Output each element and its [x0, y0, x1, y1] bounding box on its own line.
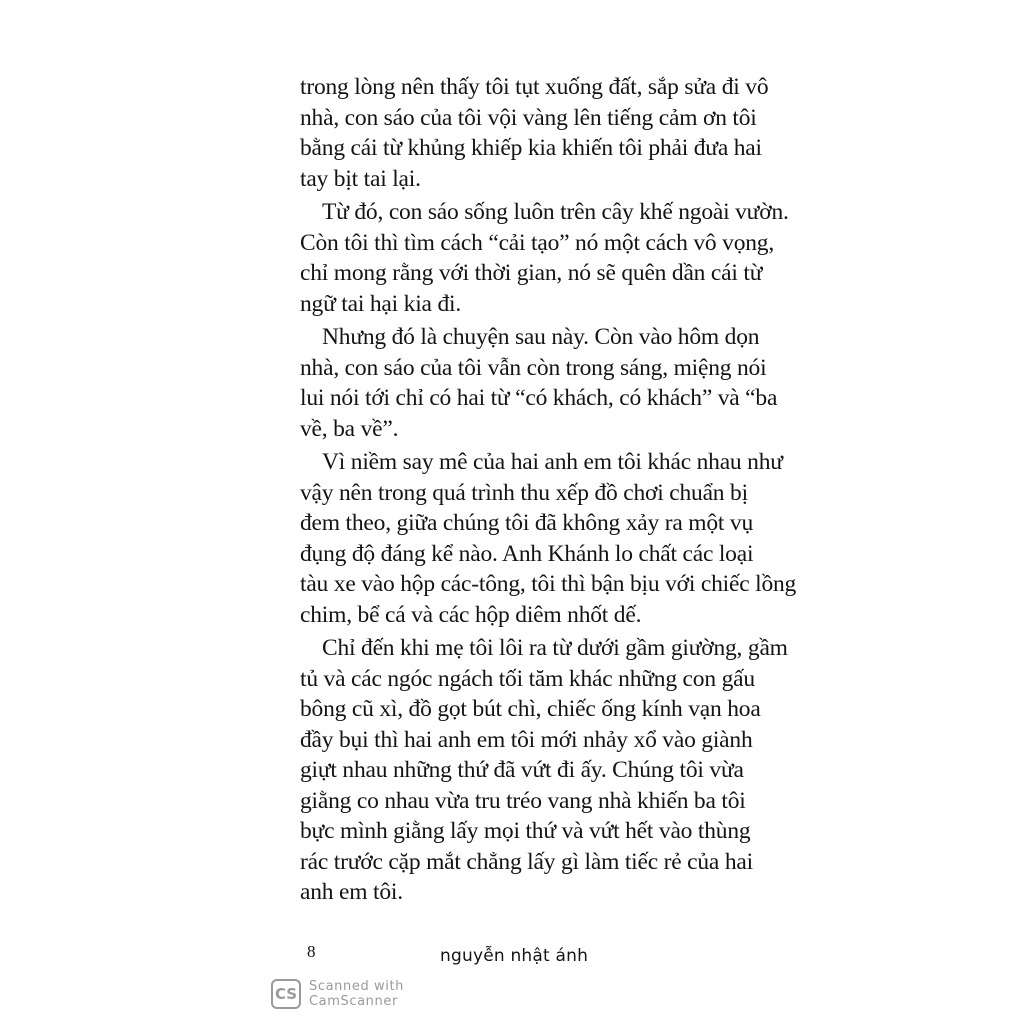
author-name: nguyễn nhật ánh — [440, 946, 589, 966]
text-line: giựt nhau những thứ đã vứt đi ấy. Chúng tôi vừa — [300, 757, 744, 783]
text-line: Chỉ đến khi mẹ tôi lôi ra từ dưới gầm giường, gầm — [322, 635, 788, 661]
watermark-line-1: Scanned with — [309, 979, 405, 994]
text-line: Còn tôi thì tìm cách “cải tạo” nó một cách vô vọng, — [300, 229, 775, 256]
text-line: tàu xe vào hộp các-tông, tôi thì bận bịu với chiếc lồng — [300, 571, 797, 597]
text-line: bằng cái từ khủng khiếp kia khiến tôi phải đưa hai — [300, 135, 762, 161]
paragraph-5 — [300, 633, 788, 908]
text-line: lui nói tới chỉ có hai từ “có khách, có khách” và “ba — [300, 385, 778, 411]
text-line: đụng độ đáng kể nào. Anh Khánh lo chất các loại — [300, 540, 754, 567]
camscanner-watermark — [271, 979, 404, 1009]
text-line: Vì niềm say mê của hai anh em tôi khác nhau như — [322, 449, 783, 475]
text-line: ngữ tai hại kia đi. — [300, 290, 461, 317]
paragraph-4 — [300, 447, 797, 630]
text-line: chim, bể cá và các hộp diêm nhốt dế. — [300, 601, 642, 628]
paragraph-3 — [300, 322, 778, 444]
text-line: Nhưng đó là chuyện sau này. Còn vào hôm dọn — [322, 324, 760, 350]
text-line: giằng co nhau vừa tru tréo vang nhà khiến ba tôi — [300, 787, 746, 814]
text-line: tay bịt tai lại. — [300, 165, 421, 192]
text-line: vậy nên trong quá trình thu xếp đồ chơi chuẩn bị — [300, 479, 748, 506]
text-line: nhà, con sáo của tôi vẫn còn trong sáng, miệng nói — [300, 354, 767, 381]
camscanner-logo-icon: CS — [271, 979, 301, 1009]
text-line: trong lòng nên thấy tôi tụt xuống đất, sắp sửa đi vô — [300, 74, 769, 100]
paragraph-1 — [300, 72, 769, 194]
paragraph-2 — [300, 197, 789, 319]
text-line: nhà, con sáo của tôi vội vàng lên tiếng cảm ơn tôi — [300, 104, 757, 131]
text-line: tủ và các ngóc ngách tối tăm khác những con gấu — [300, 665, 755, 692]
text-line: Từ đó, con sáo sống luôn trên cây khế ngoài vườn. — [322, 199, 789, 225]
text-line: về, ba về”. — [300, 415, 399, 442]
page-number: 8 — [307, 942, 316, 961]
text-line: chỉ mong rằng với thời gian, nó sẽ quên dần cái từ — [300, 260, 763, 286]
text-line: bực mình giằng lấy mọi thứ và vứt hết vào thùng — [300, 818, 751, 844]
text-line: bông cũ xì, đồ gọt bút chì, chiếc ống kính vạn hoa — [300, 696, 761, 722]
text-line: đầy bụi thì hai anh em tôi mới nhảy xổ vào giành — [300, 726, 753, 753]
text-line: đem theo, giữa chúng tôi đã không xảy ra một vụ — [300, 510, 754, 536]
watermark-text — [309, 979, 404, 1009]
text-line: anh em tôi. — [300, 879, 403, 905]
watermark-line-2: CamScanner — [309, 994, 398, 1009]
text-line: rác trước cặp mắt chẳng lấy gì làm tiếc rẻ của hai — [300, 848, 753, 875]
body-text — [300, 72, 797, 908]
